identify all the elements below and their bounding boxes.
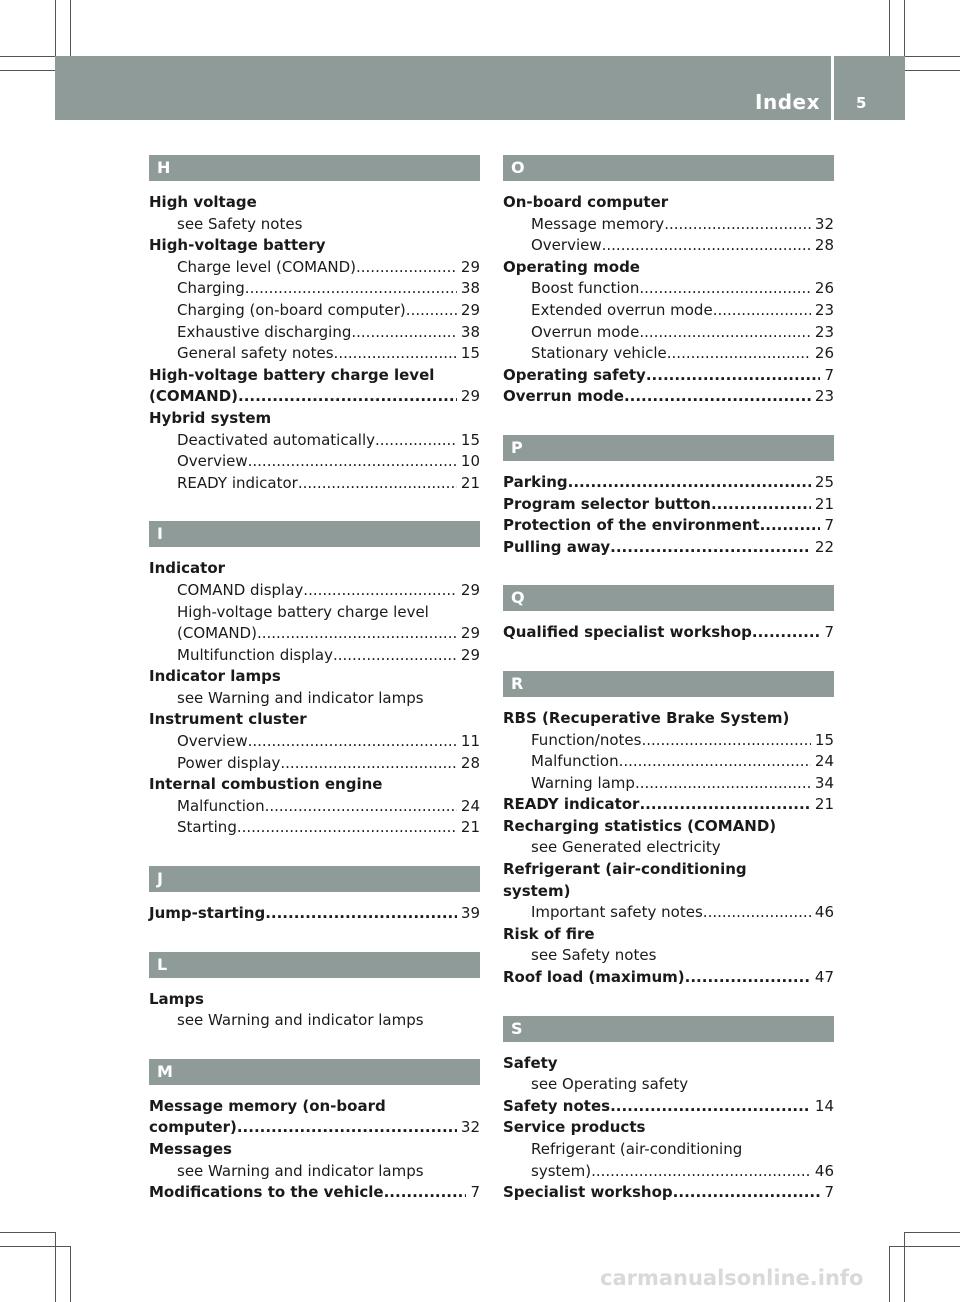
dot-leader xyxy=(237,1117,457,1139)
entry-label: computer) xyxy=(149,1118,237,1137)
index-entry: Message memory (on-board xyxy=(149,1096,386,1115)
entry-page-number: 7 xyxy=(824,623,834,642)
entry-page-number: 21 xyxy=(814,795,834,814)
dot-leader xyxy=(265,903,457,925)
entry-label: Important safety notes xyxy=(531,903,703,922)
index-section-p xyxy=(503,435,834,558)
index-entry: Indicator xyxy=(149,559,226,578)
dot-leader xyxy=(280,753,457,775)
index-subentry xyxy=(503,773,834,795)
page-title: Index xyxy=(755,90,820,114)
index-entry: Lamps xyxy=(149,989,204,1008)
index-entry xyxy=(503,967,834,989)
entry-page-number: 15 xyxy=(814,730,834,749)
entry-page-number: 14 xyxy=(814,1096,834,1115)
entry-page-number: 46 xyxy=(814,1161,834,1180)
entry-label: Overview xyxy=(531,236,602,255)
dot-leader xyxy=(713,300,811,322)
entry-label: Extended overrun mode xyxy=(531,300,713,319)
index-subentry xyxy=(149,430,480,452)
index-entry xyxy=(149,1117,480,1139)
entry-label: Charging xyxy=(177,279,245,298)
crop-mark-top-left-v2 xyxy=(55,0,56,57)
entry-page-number: 26 xyxy=(814,344,834,363)
dot-leader xyxy=(667,343,811,365)
index-subentry xyxy=(503,343,834,365)
entry-label: Safety notes xyxy=(503,1096,611,1115)
index-entry: Safety xyxy=(503,1053,558,1072)
index-entry: Indicator lamps xyxy=(149,667,281,686)
entry-page-number: 11 xyxy=(460,732,480,751)
index-entry: RBS (Recuperative Brake System) xyxy=(503,708,790,727)
index-entry: High voltage xyxy=(149,193,257,211)
entry-label: Charge level (COMAND) xyxy=(177,257,356,276)
section-letter: S xyxy=(503,1016,834,1042)
dot-leader xyxy=(245,278,457,300)
index-subentry xyxy=(503,902,834,924)
index-subentry xyxy=(149,300,480,322)
entry-page-number: 25 xyxy=(814,472,834,491)
entry-label: Pulling away xyxy=(503,537,611,556)
dot-leader xyxy=(639,278,811,300)
index-entry xyxy=(503,494,834,516)
entry-page-number: 38 xyxy=(460,279,480,298)
crop-mark-bottom-right-v2 xyxy=(904,1232,905,1302)
dot-leader xyxy=(711,494,811,516)
index-entry: system) xyxy=(503,881,571,900)
dot-leader xyxy=(298,473,457,495)
section-letter: R xyxy=(503,671,834,697)
dot-leader xyxy=(384,1182,467,1204)
index-entry xyxy=(149,903,480,925)
index-subentry xyxy=(503,751,834,773)
entry-page-number: 34 xyxy=(814,773,834,792)
index-entry xyxy=(503,537,834,559)
entry-page-number: 29 xyxy=(460,624,480,643)
dot-leader xyxy=(760,515,821,537)
dot-leader xyxy=(646,365,821,387)
index-subentry xyxy=(149,580,480,602)
index-subentry: see Operating safety xyxy=(531,1075,689,1094)
index-subentry xyxy=(503,300,834,322)
crop-mark-top-left-h xyxy=(0,56,56,57)
entry-page-number: 29 xyxy=(460,300,480,319)
section-letter: M xyxy=(149,1059,480,1085)
index-section-h xyxy=(149,155,480,494)
dot-leader xyxy=(610,537,811,559)
dot-leader xyxy=(356,257,457,279)
index-subentry: High-voltage battery charge level xyxy=(177,602,429,621)
dot-leader xyxy=(610,1096,811,1118)
entry-label: Overview xyxy=(177,452,248,471)
entry-label: Exhaustive discharging xyxy=(177,322,352,341)
entry-page-number: 28 xyxy=(460,753,480,772)
entry-label: Stationary vehicle xyxy=(531,344,667,363)
entry-page-number: 15 xyxy=(460,430,480,449)
entry-label: COMAND display xyxy=(177,580,304,599)
entry-label: Charging (on-board computer) xyxy=(177,300,406,319)
entry-label: Multifunction display xyxy=(177,645,333,664)
dot-leader xyxy=(248,451,457,473)
crop-mark-bottom-left-h2 xyxy=(0,1246,71,1247)
index-entry xyxy=(503,1182,834,1204)
entry-page-number: 21 xyxy=(460,473,480,492)
entry-label: Operating safety xyxy=(503,365,646,384)
entry-label: system) xyxy=(531,1161,592,1180)
index-entry: Risk of fire xyxy=(503,924,595,943)
index-entry xyxy=(503,472,834,494)
index-entry xyxy=(503,386,834,408)
index-column-left xyxy=(149,155,480,1231)
section-letter: H xyxy=(149,155,480,181)
index-subentry xyxy=(149,623,480,645)
index-subentry xyxy=(149,645,480,667)
entry-label: Overrun mode xyxy=(531,322,640,341)
dot-leader xyxy=(303,580,457,602)
entry-page-number: 23 xyxy=(814,300,834,319)
dot-leader xyxy=(664,214,811,236)
index-entry xyxy=(503,1096,834,1118)
crop-mark-top-left-h2 xyxy=(0,70,56,71)
index-subentry xyxy=(503,278,834,300)
index-subentry: see Warning and indicator lamps xyxy=(177,1161,424,1180)
section-letter: I xyxy=(149,521,480,547)
index-subentry xyxy=(149,796,480,818)
entry-page-number: 24 xyxy=(814,752,834,771)
dot-leader xyxy=(334,343,457,365)
index-entry xyxy=(503,515,834,537)
index-entry: Internal combustion engine xyxy=(149,775,383,794)
index-subentry: see Safety notes xyxy=(177,214,303,233)
dot-leader xyxy=(619,751,811,773)
entry-label: Modifications to the vehicle xyxy=(149,1183,384,1202)
entry-page-number: 39 xyxy=(460,904,480,923)
section-letter: L xyxy=(149,952,480,978)
index-subentry xyxy=(149,731,480,753)
entry-label: Function/notes xyxy=(531,730,642,749)
entry-page-number: 7 xyxy=(824,516,834,535)
entry-page-number: 21 xyxy=(814,494,834,513)
header-divider xyxy=(831,56,834,120)
entry-label: Boost function xyxy=(531,279,640,298)
dot-leader xyxy=(333,645,457,667)
entry-label: Parking xyxy=(503,472,568,491)
index-subentry xyxy=(149,451,480,473)
dot-leader xyxy=(624,386,811,408)
entry-page-number: 7 xyxy=(824,365,834,384)
dot-leader xyxy=(602,235,811,257)
entry-label: Power display xyxy=(177,753,281,772)
entry-page-number: 29 xyxy=(460,645,480,664)
index-subentry xyxy=(149,817,480,839)
entry-page-number: 24 xyxy=(460,796,480,815)
crop-mark-bottom-right-h xyxy=(904,1232,960,1233)
entry-page-number: 23 xyxy=(814,387,834,406)
entry-label: General safety notes xyxy=(177,344,334,363)
dot-leader xyxy=(639,794,810,816)
index-entry: Hybrid system xyxy=(149,408,272,427)
entry-page-number: 32 xyxy=(460,1118,480,1137)
index-entry: Operating mode xyxy=(503,257,640,276)
index-section-i xyxy=(149,521,480,839)
entry-label: Qualified specialist workshop xyxy=(503,623,752,642)
entry-page-number: 28 xyxy=(814,236,834,255)
index-subentry xyxy=(503,235,834,257)
index-entry xyxy=(503,794,834,816)
dot-leader xyxy=(265,796,457,818)
entry-page-number: 21 xyxy=(460,818,480,837)
crop-mark-top-right-v xyxy=(889,0,890,57)
index-subentry xyxy=(149,473,480,495)
index-section-r xyxy=(503,671,834,989)
index-entry: Refrigerant (air-conditioning xyxy=(503,860,747,879)
dot-leader xyxy=(591,1161,811,1183)
index-subentry xyxy=(503,214,834,236)
dot-leader xyxy=(685,967,811,989)
entry-label: Program selector button xyxy=(503,494,711,513)
entry-page-number: 29 xyxy=(460,257,480,276)
crop-mark-top-left-v xyxy=(70,0,71,57)
section-letter: J xyxy=(149,866,480,892)
dot-leader xyxy=(568,472,811,494)
crop-mark-bottom-right-h2 xyxy=(889,1246,960,1247)
dot-leader xyxy=(641,730,810,752)
index-entry: Messages xyxy=(149,1140,232,1158)
entry-page-number: 29 xyxy=(460,387,480,406)
index-subentry xyxy=(149,322,480,344)
index-section-l xyxy=(149,952,480,1032)
index-entry xyxy=(503,622,834,644)
entry-label: READY indicator xyxy=(177,473,298,492)
entry-page-number: 38 xyxy=(460,322,480,341)
entry-page-number: 29 xyxy=(460,580,480,599)
index-entry: High-voltage battery xyxy=(149,236,326,255)
index-subentry: Refrigerant (air-conditioning xyxy=(531,1140,743,1158)
entry-label: (COMAND) xyxy=(149,387,239,406)
entry-label: Warning lamp xyxy=(531,773,635,792)
crop-mark-top-right-v2 xyxy=(904,0,905,57)
index-subentry xyxy=(149,753,480,775)
index-entry xyxy=(149,386,480,408)
watermark: carmanualsonline.info xyxy=(600,1266,864,1290)
dot-leader xyxy=(375,430,457,452)
section-letter: O xyxy=(503,155,834,181)
crop-mark-top-right-h2 xyxy=(904,70,960,71)
index-entry xyxy=(503,365,834,387)
index-entry: High-voltage battery charge level xyxy=(149,365,435,384)
crop-mark-bottom-right-v xyxy=(889,1246,890,1302)
entry-page-number: 10 xyxy=(460,452,480,471)
index-section-m xyxy=(149,1059,480,1204)
entry-label: Roof load (maximum) xyxy=(503,968,685,987)
index-subentry: see Warning and indicator lamps xyxy=(177,1011,424,1030)
index-subentry xyxy=(149,343,480,365)
entry-page-number: 26 xyxy=(814,279,834,298)
entry-label: Message memory xyxy=(531,214,665,233)
entry-label: Malfunction xyxy=(177,796,265,815)
entry-page-number: 7 xyxy=(470,1183,480,1202)
index-subentry: see Safety notes xyxy=(531,946,657,965)
entry-page-number: 46 xyxy=(814,903,834,922)
page-number: 5 xyxy=(856,94,867,112)
entry-label: Protection of the environment xyxy=(503,516,760,535)
entry-label: READY indicator xyxy=(503,795,640,814)
entry-page-number: 22 xyxy=(814,537,834,556)
dot-leader xyxy=(406,300,457,322)
section-letter: Q xyxy=(503,585,834,611)
entry-page-number: 15 xyxy=(460,344,480,363)
entry-label: Starting xyxy=(177,818,237,837)
index-subentry xyxy=(149,257,480,279)
index-subentry: see Generated electricity xyxy=(531,838,721,857)
dot-leader xyxy=(639,322,811,344)
dot-leader xyxy=(351,322,457,344)
dot-leader xyxy=(703,902,811,924)
entry-label: Malfunction xyxy=(531,752,619,771)
dot-leader xyxy=(673,1182,821,1204)
entry-label: Overrun mode xyxy=(503,387,624,406)
entry-page-number: 7 xyxy=(824,1183,834,1202)
index-column-right xyxy=(503,155,834,1231)
crop-mark-bottom-left-v xyxy=(55,1232,56,1302)
index-subentry: see Warning and indicator lamps xyxy=(177,688,424,707)
dot-leader xyxy=(257,623,457,645)
dot-leader xyxy=(752,622,821,644)
dot-leader xyxy=(635,773,811,795)
index-entry: Service products xyxy=(503,1118,646,1137)
entry-label: Overview xyxy=(177,732,248,751)
index-entry: Instrument cluster xyxy=(149,710,307,729)
index-section-q xyxy=(503,585,834,644)
entry-label: Specialist workshop xyxy=(503,1183,673,1202)
crop-mark-top-right-h xyxy=(904,56,960,57)
section-letter: P xyxy=(503,435,834,461)
dot-leader xyxy=(248,731,457,753)
entry-page-number: 47 xyxy=(814,968,834,987)
index-subentry xyxy=(149,278,480,300)
dot-leader xyxy=(237,817,457,839)
dot-leader xyxy=(238,386,457,408)
entry-label: Deactivated automatically xyxy=(177,430,375,449)
index-subentry xyxy=(503,1161,834,1183)
entry-page-number: 32 xyxy=(814,214,834,233)
entry-label: (COMAND) xyxy=(177,624,257,643)
crop-mark-bottom-left-v2 xyxy=(70,1246,71,1302)
index-subentry xyxy=(503,322,834,344)
index-section-o xyxy=(503,155,834,408)
entry-label: Jump-starting xyxy=(149,904,266,923)
index-section-s xyxy=(503,1016,834,1204)
index-entry: On-board computer xyxy=(503,193,669,211)
entry-page-number: 23 xyxy=(814,322,834,341)
index-entry: Recharging statistics (COMAND) xyxy=(503,816,777,835)
crop-mark-bottom-left-h xyxy=(0,1232,56,1233)
index-subentry xyxy=(503,730,834,752)
index-entry xyxy=(149,1182,480,1204)
index-section-j xyxy=(149,866,480,925)
